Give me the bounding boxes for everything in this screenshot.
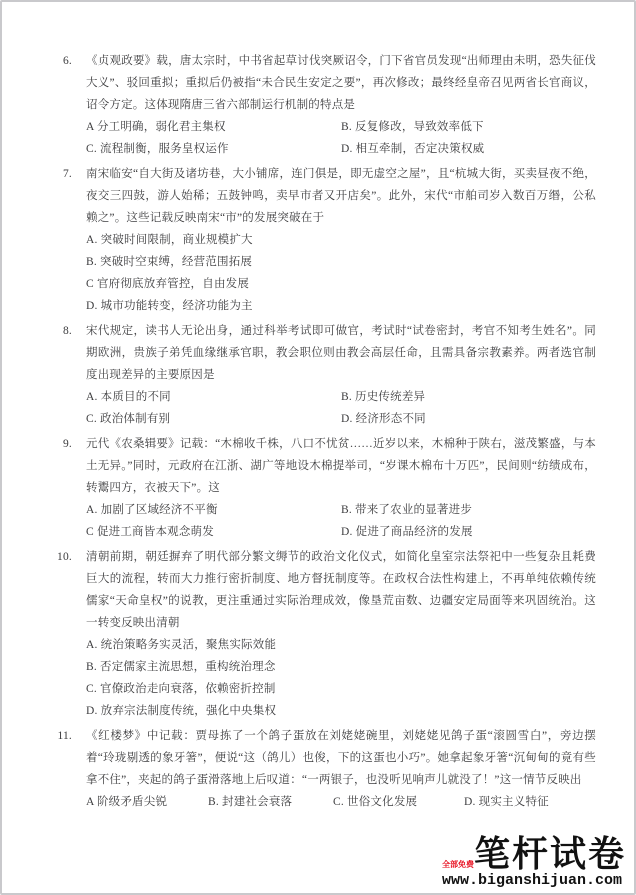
question-number: 9. <box>62 438 72 450</box>
question-number: 11. <box>57 730 72 742</box>
question-10 <box>54 546 596 722</box>
option-d: D. 相互牵制，否定决策权威 <box>341 143 485 155</box>
question-stem: 清朝前期，朝廷摒弃了明代部分繁文缛节的政治文化仪式，如简化皇室宗法祭祀中一些复杂且耗费巨大的流程，转而大力推行密折制度、地方督抚制度等。在政权合法性构建上，不再单纯依赖传统儒家“天命皇权”的说教，更注重通过实际治理成效，像垦荒亩数、边疆安定局面等来巩固统治。这一转变反映出清朝 <box>86 551 596 629</box>
option-b: B. 否定儒家主流思想，重构统治理念 <box>86 661 276 673</box>
option-c: C 官府彻底放弃管控，自由发展 <box>86 278 250 290</box>
question-7 <box>54 163 596 317</box>
watermark-url: www.biganshijuan.com <box>441 872 623 889</box>
question-8 <box>54 320 596 430</box>
question-number: 8. <box>62 325 72 337</box>
option-d: D. 促进了商品经济的发展 <box>341 526 473 538</box>
option-a: A. 统治策略务实灵活，聚焦实际效能 <box>86 639 277 651</box>
question-number: 6. <box>62 55 72 67</box>
options-list <box>86 229 596 317</box>
questions-area <box>54 50 596 816</box>
option-a: A 阶级矛盾尖锐 <box>86 796 168 808</box>
free-badge: 全部免费 <box>441 860 474 869</box>
options-list <box>86 499 596 543</box>
options-list <box>86 791 596 813</box>
option-c: C. 政治体制有别 <box>86 413 171 425</box>
option-a: A. 加剧了区域经济不平衡 <box>86 504 218 516</box>
options-list <box>86 116 596 160</box>
option-d: D. 经济形态不同 <box>341 413 426 425</box>
options-list <box>86 634 596 722</box>
option-b: B. 封建社会衰落 <box>208 796 293 808</box>
option-d: D. 放弃宗法制度传统，强化中央集权 <box>86 705 277 717</box>
question-11 <box>54 725 596 813</box>
option-c: C. 流程制衡，服务皇权运作 <box>86 143 229 155</box>
question-stem: 《贞观政要》载，唐太宗时，中书省起草讨伐突厥诏令，门下省官员发现“出师理由未明，恐失征伐大义”、驳回重拟；重拟后仍被指“未合民生安定之要”，再次修改；最终经皇帝召见两省长官商议，诏令方定。这体现隋唐三省六部制运行机制的特点是 <box>86 55 596 111</box>
question-stem: 《红楼梦》中记载：贾母拣了一个鸽子蛋放在刘姥姥碗里，刘姥姥见鸽子蛋“滚圆雪白”，旁边摆着“玲珑剔透的象牙箸”，便说“这（鸽儿）也俊，下的这蛋也小巧”。她拿起象牙箸“沉甸甸的竟有些拿不住”，夹起的鸽子蛋滑落地上后叹道：“一两银子，也没听见响声儿就没了！”这一情节反映出 <box>86 730 596 786</box>
options-list <box>86 386 596 430</box>
option-d: D. 城市功能转变，经济功能为主 <box>86 300 253 312</box>
option-b: B. 突破时空束缚，经营范围拓展 <box>86 256 253 268</box>
question-number: 10. <box>57 551 72 563</box>
option-c: C 促进工商皆本观念萌发 <box>86 526 214 538</box>
option-c: C. 世俗文化发展 <box>333 796 418 808</box>
question-6 <box>54 50 596 160</box>
watermark <box>442 835 626 889</box>
question-stem: 南宋临安“自大街及诸坊巷，大小铺席，连门俱是，即无虚空之屋”，且“杭城大街，买卖昼夜不绝，夜交三四鼓，游人始稀；五鼓钟鸣，卖早市者又开店矣”。此外，宋代“市舶司岁入数百万缗，公私赖之”。这些记载反映南宋“市”的发展突破在于 <box>86 168 596 224</box>
option-b: B. 历史传统差异 <box>341 391 426 403</box>
question-stem: 元代《农桑辑要》记载：“木棉收千株，八口不忧贫……近岁以来，木棉种于陕右，滋茂繁盛，与本土无异。”同时，元政府在江浙、湖广等地设木棉提举司，“岁课木棉布十万匹”，民间则“纺绩成布，转鬻四方，衣被天下”。这 <box>86 438 596 494</box>
option-a: A. 本质目的不同 <box>86 391 171 403</box>
option-b: B. 带来了农业的显著进步 <box>341 504 473 516</box>
option-a: A 分工明确，弱化君主集权 <box>86 121 226 133</box>
option-c: C. 官僚政治走向衰落，依赖密折控制 <box>86 683 276 695</box>
question-stem: 宋代规定，读书人无论出身，通过科举考试即可做官，考试时“试卷密封，考官不知考生姓名”。同期欧洲，贵族子弟凭血缘继承官职，教会职位则由教会高层任命，且需具备宗教素养。两者选官制度出现差异的主要原因是 <box>86 325 596 381</box>
biganshijuan-logo: 笔杆试卷 <box>473 833 626 874</box>
option-b: B. 反复修改，导致效率低下 <box>341 121 484 133</box>
question-9 <box>54 433 596 543</box>
question-number: 7. <box>62 168 72 180</box>
option-d: D. 现实主义特征 <box>464 796 549 808</box>
option-a: A. 突破时间限制，商业规模扩大 <box>86 234 253 246</box>
